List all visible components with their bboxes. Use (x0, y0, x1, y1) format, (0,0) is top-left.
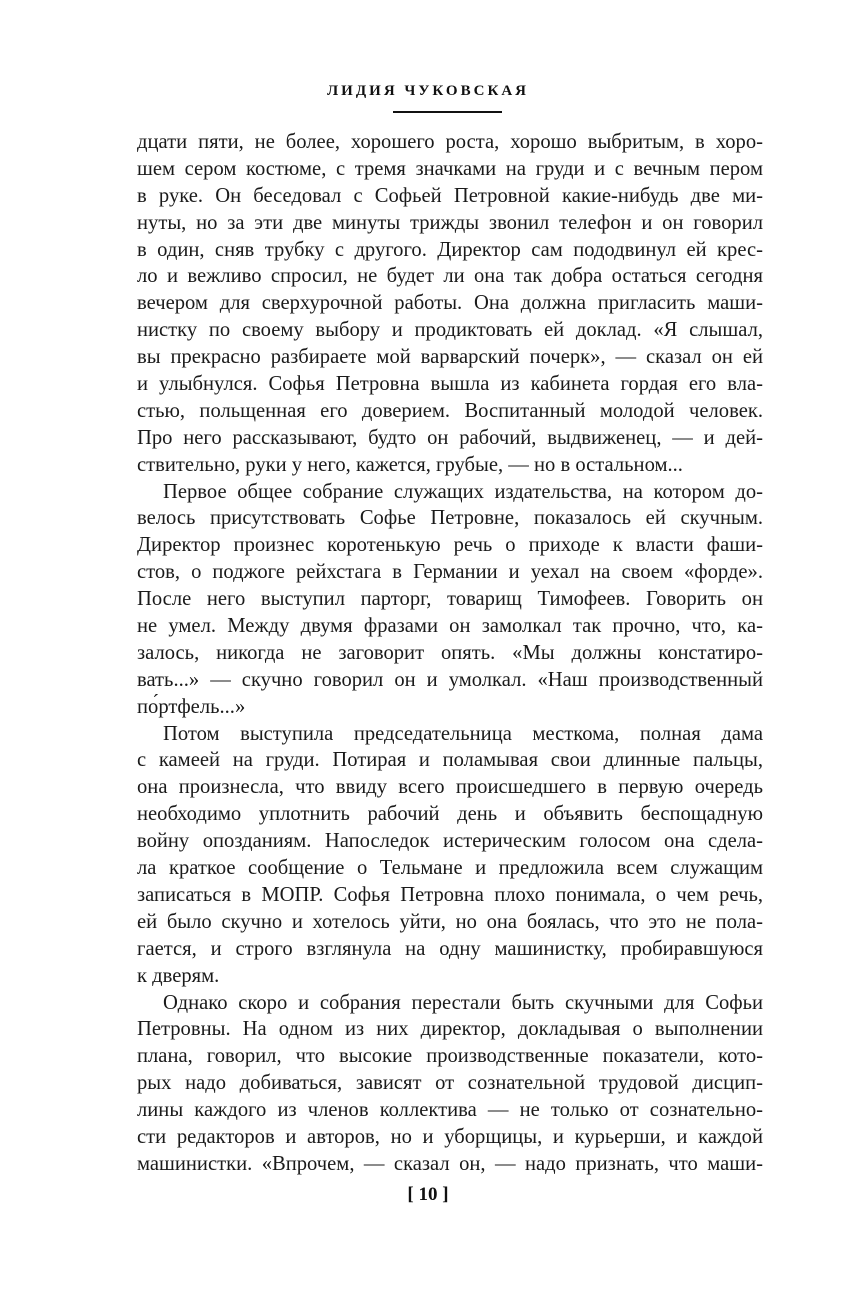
running-title: ЛИДИЯ ЧУКОВСКАЯ (327, 83, 529, 99)
text-line: записаться в МОПР. Софья Петровна плохо понимала, о чем речь, (137, 883, 763, 906)
text-line: гается, и строго взглянула на одну машинистку, пробиравшуюся (137, 937, 763, 960)
header-rule (393, 111, 502, 113)
text-line: она произнесла, что ввиду всего происшедшего в первую очередь (137, 776, 763, 799)
text-line: Про него рассказывают, будто он рабочий, выдвиженец, — и дей- (137, 426, 763, 449)
text-line: нистку по своему выбору и продиктовать ей доклад. «Я слышал, (137, 319, 763, 342)
text-line: залось, никогда не заговорит опять. «Мы должны констатиро- (137, 641, 763, 664)
text-line: стов, о поджоге рейхстага в Германии и уехал на своем «форде». (137, 561, 763, 584)
text-line: по́ртфель...» (137, 695, 246, 718)
text-line: лины каждого из членов коллектива — не только от сознательно- (137, 1099, 763, 1122)
text-line: машинистки. «Впрочем, — сказал он, — надо признать, что маши- (137, 1152, 763, 1175)
text-line: После него выступил парторг, товарищ Тимофеев. Говорить он (137, 588, 763, 611)
text-line: вы прекрасно разбираете мой варварский почерк», — сказал он ей (137, 346, 763, 369)
text-line: в один, сняв трубку с другого. Директор сам пододвинул ей крес- (137, 238, 763, 261)
text-line: к дверям. (137, 964, 220, 987)
text-line: войну опозданиям. Напоследок истерическим голосом она сдела- (137, 830, 763, 853)
text-line: стью, польщенная его доверием. Воспитанный молодой человек. (137, 399, 763, 422)
text-line: Петровны. На одном из них директор, докладывая о выполнении (137, 1018, 763, 1041)
text-line: дцати пяти, не более, хорошего роста, хорошо выбритым, в хоро- (137, 131, 763, 153)
text-line: Директор произнес коротенькую речь о приходе к власти фаши- (137, 534, 763, 557)
text-line: Потом выступила председательница месткома, полная дама (163, 722, 763, 745)
text-line: Первое общее собрание служащих издательства, на котором до- (163, 480, 763, 503)
text-line: нуты, но за эти две минуты трижды звонил телефон и он говорил (137, 211, 763, 234)
text-line: Однако скоро и собрания перестали быть скучными для Софьи (163, 991, 763, 1014)
text-line: вать...» — скучно говорил он и умолкал. «Наш производственный (137, 668, 763, 691)
text-line: с камеей на груди. Потирая и поламывая свои длинные пальцы, (137, 749, 763, 772)
page-number: [ 10 ] (407, 1184, 449, 1205)
text-line: ло и вежливо спросил, не будет ли она так добра остаться сегодня (137, 265, 763, 288)
text-line: вечером для сверхурочной работы. Она должна пригласить маши- (137, 292, 763, 315)
text-line: шем сером костюме, с тремя значками на груди и с вечным пером (137, 157, 763, 180)
text-line: рых надо добиваться, зависят от сознательной трудовой дисцип- (137, 1072, 763, 1095)
text-line: велось присутствовать Софье Петровне, показалось ей скучным. (137, 507, 763, 530)
text-line: и улыбнулся. Софья Петровна вышла из кабинета гордая его вла- (137, 373, 763, 396)
text-line: необходимо уплотнить рабочий день и объявить беспощадную (137, 803, 763, 826)
text-line: плана, говорил, что высокие производственные показатели, кото- (137, 1045, 763, 1068)
text-line: ствительно, руки у него, кажется, грубые, — но в остальном... (137, 453, 683, 476)
body-text (137, 129, 763, 1178)
text-line: в руке. Он беседовал с Софьей Петровной какие-нибудь две ми- (137, 184, 763, 207)
text-line: сти редакторов и авторов, но и уборщицы, и курьерши, и каждой (137, 1125, 763, 1148)
text-line: не умел. Между двумя фразами он замолкал так прочно, что, ка- (137, 615, 763, 638)
text-line: ей было скучно и хотелось уйти, но она боялась, что это не пола- (137, 910, 763, 933)
text-line: ла краткое сообщение о Тельмане и предложила всем служащим (137, 857, 763, 880)
